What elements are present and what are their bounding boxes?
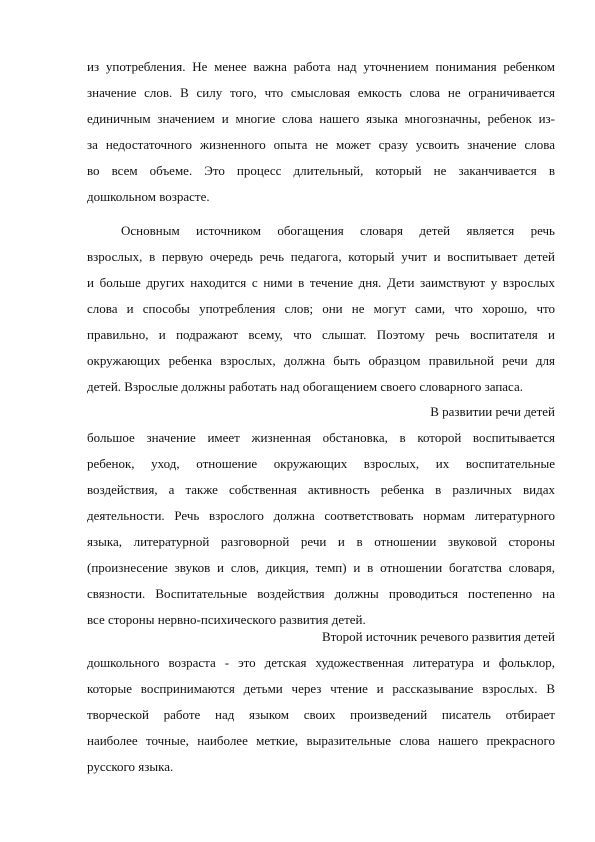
text-line: значение слов. В силу того, что смысловая емкость слова не ограничивается	[87, 85, 555, 100]
text-line: большое значение имеет жизненная обстановка, в которой воспитывается	[87, 430, 555, 445]
text-line: слова и способы употребления слов; они не могут сами, что хорошо, что	[87, 301, 555, 316]
text-line: В развитии речи детей	[430, 404, 555, 419]
text-line: ребенок, уход, отношение окружающих взрослых, их воспитательные	[87, 456, 555, 471]
text-line: которые воспринимаются детьми через чтение и рассказывание взрослых. В	[87, 681, 555, 696]
text-line: единичным значением и многие слова нашего языка многозначны, ребенок из-	[87, 111, 555, 126]
text-line: взрослых, в первую очередь речь педагога, который учит и воспитывает детей	[87, 249, 555, 264]
text-line: детей. Взрослые должны работать над обогащением своего словарного запаса.	[87, 379, 524, 394]
text-line: воздействия, а также собственная активность ребенка в различных видах	[87, 482, 555, 497]
text-line: деятельности. Речь взрослого должна соответствовать нормам литературного	[87, 508, 555, 523]
text-line: дошкольного возраста - это детская художественная литература и фольклор,	[87, 655, 555, 670]
text-line: (произнесение звуков и слов, дикция, темп) и в отношении богатства словаря,	[87, 560, 555, 575]
text-line: все стороны нервно-психического развития детей.	[87, 612, 366, 627]
text-line: русского языка.	[87, 759, 174, 774]
text-line: окружающих ребенка взрослых, должна быть образцом правильной речи для	[87, 353, 555, 368]
text-line: языка, литературной разговорной речи и в отношении звуковой стороны	[87, 534, 555, 549]
text-line: и больше других находится с ними в течение дня. Дети заимствуют у взрослых	[87, 275, 555, 290]
text-line: Основным источником обогащения словаря детей является речь	[121, 223, 555, 238]
text-line: правильно, и подражают всему, что слышат. Поэтому речь воспитателя и	[87, 327, 555, 342]
text-line: связности. Воспитательные воздействия должны проводиться постепенно на	[87, 586, 555, 601]
text-line: творческой работе над языком своих произведений писатель отбирает	[87, 707, 555, 722]
text-line: наиболее точные, наиболее меткие, выразительные слова нашего прекрасного	[87, 733, 555, 748]
text-line: из употребления. Не менее важна работа над уточнением понимания ребенком	[87, 59, 555, 74]
text-line: Второй источник речевого развития детей	[321, 629, 555, 644]
text-line: во всем объеме. Это процесс длительный, который не заканчивается в	[87, 163, 555, 178]
text-line: за недостаточного жизненного опыта не может сразу усвоить значение слова	[87, 137, 555, 152]
text-line: дошкольном возрасте.	[87, 189, 210, 204]
